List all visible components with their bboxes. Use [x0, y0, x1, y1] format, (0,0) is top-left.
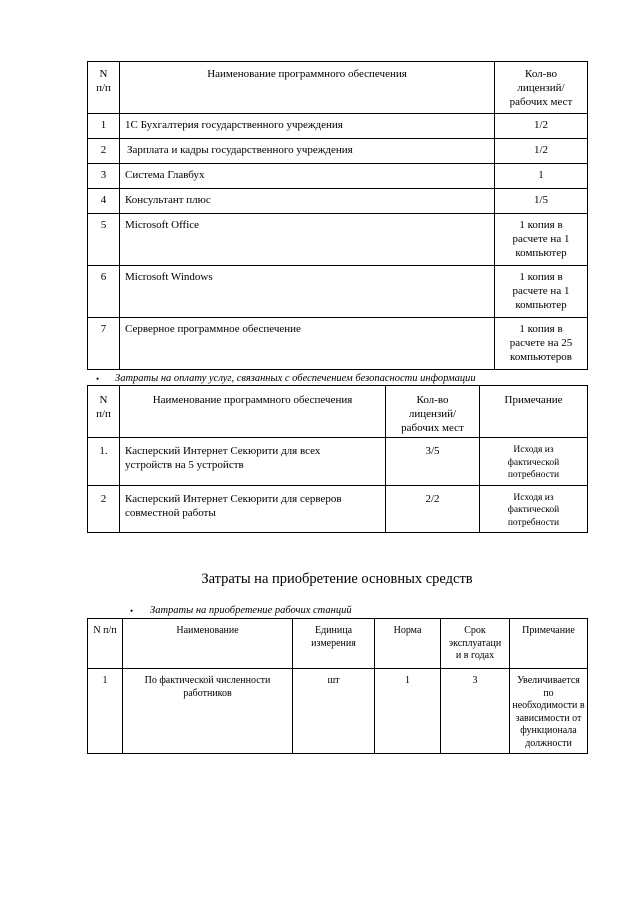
header-num: N п/п — [88, 62, 120, 114]
row-licenses: 1 копия в расчете на 1 компьютер — [495, 266, 588, 318]
row-licenses: 1 — [495, 164, 588, 189]
table-row — [88, 164, 588, 189]
row-note: Исходя из фактической потребности — [480, 485, 588, 533]
table-row — [88, 139, 588, 164]
row-num: 7 — [88, 318, 120, 370]
row-num: 1. — [88, 438, 120, 486]
header-name: Наименование программного обеспечения — [120, 62, 495, 114]
row-num: 5 — [88, 214, 120, 266]
row-name: Касперский Интернет Секюрити для всех устройств на 5 устройств — [120, 438, 386, 486]
row-note: Увеличивается по необходимости в зависимости от функционала должности — [510, 669, 588, 754]
header-name: Наименование — [123, 619, 293, 669]
row-name: Microsoft Office — [120, 214, 495, 266]
table-row — [88, 114, 588, 139]
row-name: Консультант плюс — [120, 189, 495, 214]
row-num: 6 — [88, 266, 120, 318]
row-num: 3 — [88, 164, 120, 189]
software-licenses-table — [87, 61, 588, 370]
header-num: N п/п — [88, 619, 123, 669]
row-name: По фактической численности работников — [123, 669, 293, 754]
table-header-row — [88, 386, 588, 438]
row-name: 1С Бухгалтерия государственного учреждения — [120, 114, 495, 139]
row-name: Касперский Интернет Секюрити для серверов совместной работы — [120, 485, 386, 533]
table-row — [88, 438, 588, 486]
header-norm: Норма — [375, 619, 441, 669]
workstations-table — [87, 618, 588, 754]
row-licenses: 1/5 — [495, 189, 588, 214]
bullet-marker: • — [96, 374, 100, 384]
security-software-table — [87, 385, 588, 533]
table-row — [88, 485, 588, 533]
bullet-marker: • — [130, 606, 134, 616]
row-name: Серверное программное обеспечение — [120, 318, 495, 370]
workstations-caption: Затраты на приобретение рабочих станций — [150, 605, 352, 616]
row-licenses: 1 копия в расчете на 1 компьютер — [495, 214, 588, 266]
row-note: Исходя из фактической потребности — [480, 438, 588, 486]
table-header-row — [88, 619, 588, 669]
row-num: 1 — [88, 669, 123, 754]
row-unit: шт — [293, 669, 375, 754]
header-num: N п/п — [88, 386, 120, 438]
row-num: 2 — [88, 139, 120, 164]
row-num: 4 — [88, 189, 120, 214]
header-licenses: Кол-во лицензий/ рабочих мест — [495, 62, 588, 114]
row-term: 3 — [441, 669, 510, 754]
row-licenses: 1/2 — [495, 139, 588, 164]
table-row — [88, 266, 588, 318]
row-name: Microsoft Windows — [120, 266, 495, 318]
header-licenses: Кол-во лицензий/ рабочих мест — [386, 386, 480, 438]
header-unit: Единица измерения — [293, 619, 375, 669]
header-note: Примечание — [480, 386, 588, 438]
row-licenses: 1 копия в расчете на 25 компьютеров — [495, 318, 588, 370]
header-name: Наименование программного обеспечения — [120, 386, 386, 438]
row-licenses: 3/5 — [386, 438, 480, 486]
table-row — [88, 189, 588, 214]
row-num: 1 — [88, 114, 120, 139]
table-header-row — [88, 62, 588, 114]
security-services-caption: Затраты на оплату услуг, связанных с обеспечением безопасности информации — [115, 373, 476, 384]
header-term: Срок эксплуатаци и в годах — [441, 619, 510, 669]
row-name: Зарплата и кадры государственного учреждения — [120, 139, 495, 164]
row-licenses: 2/2 — [386, 485, 480, 533]
section-title: Затраты на приобретение основных средств — [201, 571, 473, 587]
table-row — [88, 214, 588, 266]
header-note: Примечание — [510, 619, 588, 669]
row-norm: 1 — [375, 669, 441, 754]
table-row — [88, 669, 588, 754]
row-name: Система Главбух — [120, 164, 495, 189]
table-row — [88, 318, 588, 370]
row-licenses: 1/2 — [495, 114, 588, 139]
row-num: 2 — [88, 485, 120, 533]
